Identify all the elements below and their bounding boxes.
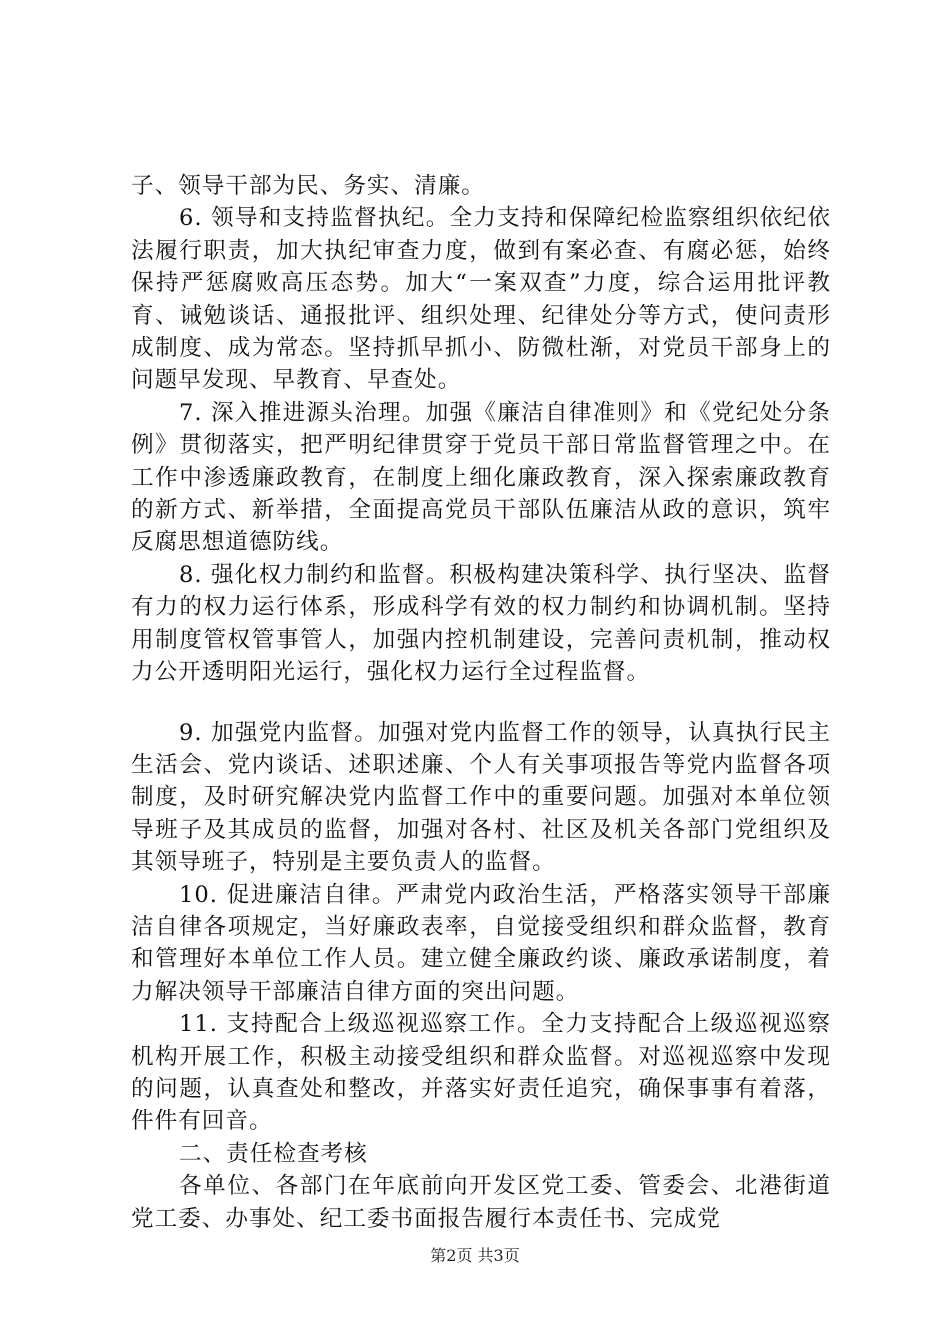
paragraph-item-10: 10. 促进廉洁自律。严肃党内政治生活，严格落实领导干部廉洁自律各项规定，当好廉政表率，自觉接受组织和群众监督，教育和管理好本单位工作人员。建立健全廉政约谈、廉政承诺制度，着力解决领导干部廉洁自律方面的突出问题。 xyxy=(131,881,831,1005)
paragraph-item-8: 8. 强化权力制约和监督。积极构建决策科学、执行坚决、监督有力的权力运行体系，形成科学有效的权力制约和协调机制。坚持用制度管权管事管人，加强内控机制建设，完善问责机制，推动权力公开透明阳光运行，强化权力运行全过程监督。 xyxy=(131,561,831,686)
paragraph-item-9: 9. 加强党内监督。加强对党内监督工作的领导，认真执行民主生活会、党内谈话、述职述廉、个人有关事项报告等党内监督各项制度，及时研究解决党内监督工作中的重要问题。加强对本单位领导班子及其成员的监督，加强对各村、社区及机关各部门党组织及其领导班子，特别是主要负责人的监督。 xyxy=(131,719,831,876)
paragraph-item-7: 7. 深入推进源头治理。加强《廉洁自律准则》和《党纪处分条例》贯彻落实，把严明纪律贯穿于党员干部日常监督管理之中。在工作中渗透廉政教育，在制度上细化廉政教育，深入探索廉政教育的新方式、新举措，全面提高党员干部队伍廉洁从政的意识，筑牢反腐思想道德防线。 xyxy=(131,399,831,556)
paragraph-item-6: 6. 领导和支持监督执纪。全力支持和保障纪检监察组织依纪依法履行职责，加大执纪审查力度，做到有案必查、有腐必惩，始终保持严惩腐败高压态势。加大“一案双查”力度，综合运用批评教育、诫勉谈话、通报批评、组织处理、纪律处分等方式，使问责形成制度、成为常态。坚持抓早抓小、防微杜渐，对党员干部身上的问题早发现、早教育、早查处。 xyxy=(131,205,831,394)
paragraph-continuation: 子、领导干部为民、务实、清廉。 xyxy=(131,173,485,199)
document-body xyxy=(131,170,831,1235)
section-heading: 二、责任检查考核 xyxy=(179,1140,368,1167)
paragraph-item-11: 11. 支持配合上级巡视巡察工作。全力支持配合上级巡视巡察机构开展工作，积极主动接受组织和群众监督。对巡视巡察中发现的问题，认真查处和整改，并落实好责任追究，确保事事有着落，件件有回音。 xyxy=(131,1011,831,1135)
paragraph-section-body: 各单位、各部门在年底前向开发区党工委、管委会、北港街道党工委、办事处、纪工委书面报告履行本责任书、完成党 xyxy=(131,1173,831,1232)
page-footer: 第2页 共3页 xyxy=(430,1246,520,1265)
